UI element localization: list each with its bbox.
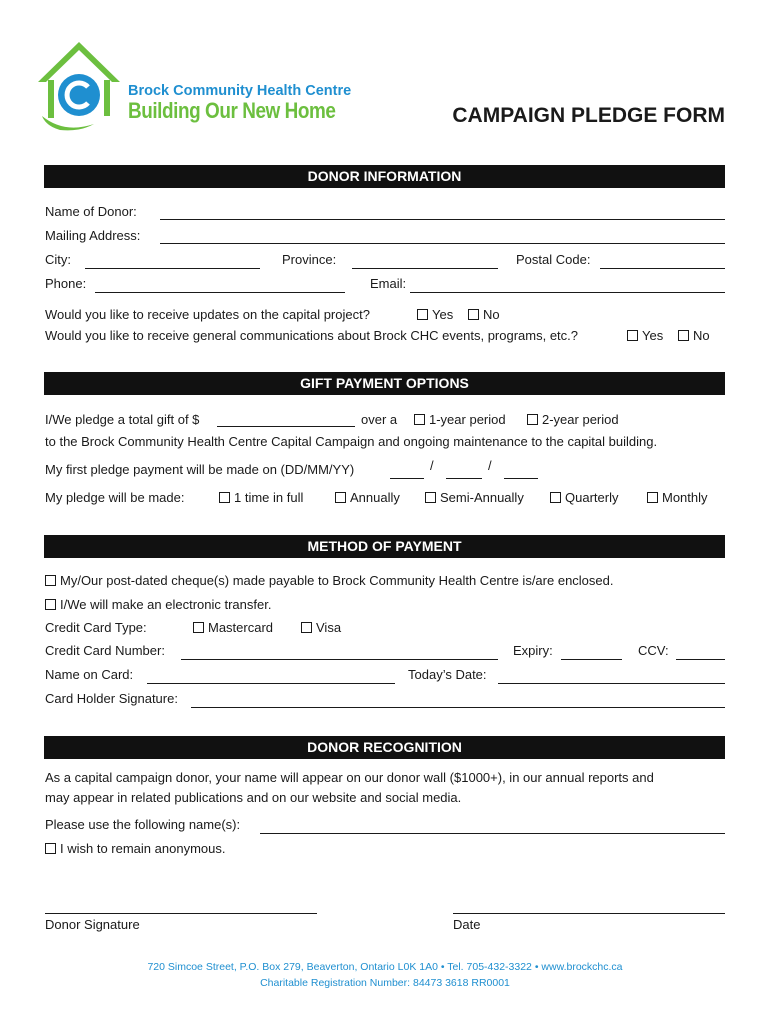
campaign-tagline: Building Our New Home [128, 98, 336, 123]
phone-label: Phone: [45, 276, 87, 291]
first-payment-day-field[interactable] [390, 478, 424, 479]
frequency-monthly-option[interactable]: Monthly [647, 490, 708, 505]
gift-payment-heading: GIFT PAYMENT OPTIONS [44, 372, 725, 395]
card-holder-signature-field[interactable] [191, 707, 725, 708]
donor-name-field[interactable] [160, 219, 725, 220]
checkbox-icon [647, 492, 658, 503]
frequency-annually-option[interactable]: Annually [335, 490, 400, 505]
house-logo-icon [34, 36, 126, 134]
card-holder-signature-label: Card Holder Signature: [45, 691, 178, 706]
mastercard-option[interactable]: Mastercard [193, 620, 273, 635]
pledge-amount-label: I/We pledge a total gift of $ [45, 412, 200, 427]
email-field[interactable] [410, 292, 725, 293]
checkbox-icon [527, 414, 538, 425]
donor-information-heading: DONOR INFORMATION [44, 165, 725, 188]
communications-no-option[interactable]: No [678, 328, 710, 343]
mailing-address-field[interactable] [160, 243, 725, 244]
checkbox-icon [45, 575, 56, 586]
name-on-card-label: Name on Card: [45, 667, 134, 682]
name-on-card-field[interactable] [147, 683, 395, 684]
checkbox-icon [468, 309, 479, 320]
todays-date-label: Today’s Date: [408, 667, 487, 682]
frequency-quarterly-option[interactable]: Quarterly [550, 490, 618, 505]
first-payment-year-field[interactable] [504, 478, 538, 479]
postal-code-field[interactable] [600, 268, 725, 269]
method-of-payment-heading: METHOD OF PAYMENT [44, 535, 725, 558]
donor-name-label: Name of Donor: [45, 204, 137, 219]
recognition-text-line2: may appear in related publications and on our website and social media. [45, 790, 462, 805]
province-field[interactable] [352, 268, 498, 269]
date-separator: / [488, 458, 492, 473]
two-year-option[interactable]: 2-year period [527, 412, 619, 427]
recognition-names-field[interactable] [260, 833, 725, 834]
checkbox-icon [627, 330, 638, 341]
card-type-label: Credit Card Type: [45, 620, 147, 635]
mailing-address-label: Mailing Address: [45, 228, 141, 243]
first-payment-month-field[interactable] [446, 478, 482, 479]
checkbox-icon [425, 492, 436, 503]
over-a-label: over a [361, 412, 398, 427]
date-separator: / [430, 458, 434, 473]
city-label: City: [45, 252, 71, 267]
recognition-names-label: Please use the following name(s): [45, 817, 241, 832]
date-field[interactable] [453, 913, 725, 914]
province-label: Province: [282, 252, 337, 267]
updates-no-option[interactable]: No [468, 307, 500, 322]
checkbox-icon [45, 599, 56, 610]
ccv-label: CCV: [638, 643, 669, 658]
checkbox-icon [301, 622, 312, 633]
communications-yes-option[interactable]: Yes [627, 328, 663, 343]
donor-signature-field[interactable] [45, 913, 317, 914]
checkbox-icon [45, 843, 56, 854]
pledge-made-label: My pledge will be made: [45, 490, 185, 505]
checkbox-icon [414, 414, 425, 425]
ccv-field[interactable] [676, 659, 725, 660]
one-year-option[interactable]: 1-year period [414, 412, 506, 427]
expiry-label: Expiry: [513, 643, 553, 658]
footer-registration: Charitable Registration Number: 84473 3618 RR0001 [260, 977, 510, 989]
communications-question: Would you like to receive general communications about Brock CHC events, programs, etc.? [45, 328, 579, 343]
recognition-text-line1: As a capital campaign donor, your name will appear on our donor wall ($1000+), in our annual reports and [45, 770, 654, 785]
campaign-description: to the Brock Community Health Centre Capital Campaign and ongoing maintenance to the capital building. [45, 434, 658, 449]
donor-recognition-heading: DONOR RECOGNITION [44, 736, 725, 759]
checkbox-icon [550, 492, 561, 503]
city-field[interactable] [85, 268, 260, 269]
checkbox-icon [417, 309, 428, 320]
phone-field[interactable] [95, 292, 345, 293]
first-payment-label: My first pledge payment will be made on (DD/MM/YY) [45, 462, 355, 477]
card-number-label: Credit Card Number: [45, 643, 165, 658]
todays-date-field[interactable] [498, 683, 725, 684]
updates-yes-option[interactable]: Yes [417, 307, 453, 322]
visa-option[interactable]: Visa [301, 620, 341, 635]
frequency-one-time-option[interactable]: 1 time in full [219, 490, 303, 505]
electronic-transfer-option[interactable]: I/We will make an electronic transfer. [45, 597, 271, 612]
updates-question: Would you like to receive updates on the capital project? [45, 307, 370, 322]
expiry-field[interactable] [561, 659, 622, 660]
email-label: Email: [370, 276, 407, 291]
checkbox-icon [193, 622, 204, 633]
date-label: Date [453, 917, 481, 932]
frequency-semi-annually-option[interactable]: Semi-Annually [425, 490, 524, 505]
cheque-option[interactable]: My/Our post-dated cheque(s) made payable to Brock Community Health Centre is/are enclosed. [45, 573, 613, 588]
checkbox-icon [678, 330, 689, 341]
checkbox-icon [335, 492, 346, 503]
anonymous-option[interactable]: I wish to remain anonymous. [45, 841, 225, 856]
card-number-field[interactable] [181, 659, 498, 660]
postal-code-label: Postal Code: [516, 252, 591, 267]
donor-signature-label: Donor Signature [45, 917, 140, 932]
checkbox-icon [219, 492, 230, 503]
form-title: CAMPAIGN PLEDGE FORM [452, 104, 725, 127]
pledge-amount-field[interactable] [217, 426, 355, 427]
org-name: Brock Community Health Centre [128, 83, 352, 99]
footer-address: 720 Simcoe Street, P.O. Box 279, Beaverton, Ontario L0K 1A0 • Tel. 705-432-3322 • www.brockchc.ca [147, 961, 623, 973]
